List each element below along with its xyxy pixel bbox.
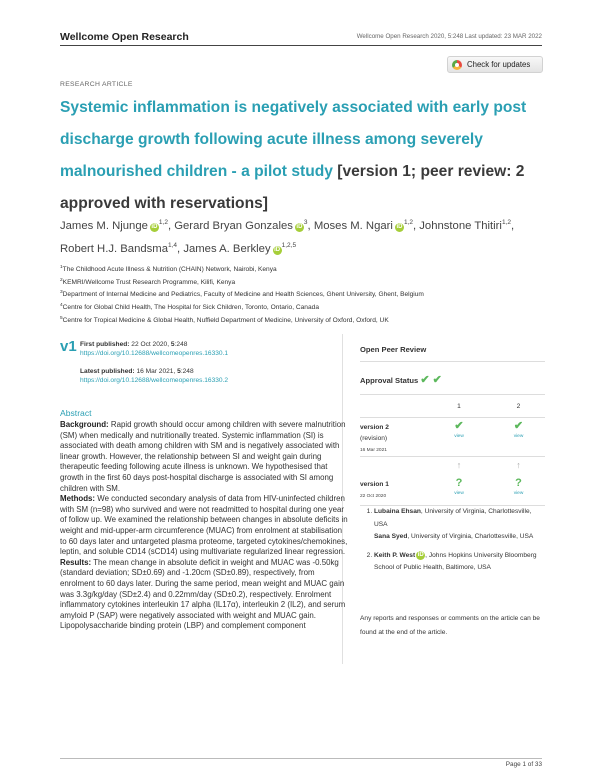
author-separator: , — [307, 219, 314, 232]
orcid-icon[interactable]: iD — [396, 223, 403, 230]
author-name: Moses M. Ngari — [313, 219, 393, 232]
methods-label: Methods: — [60, 494, 96, 504]
review-grid-header — [360, 395, 545, 418]
page-number: Page 1 of 33 — [505, 761, 542, 768]
background-label: Background: — [60, 420, 109, 429]
affiliation-item — [60, 301, 545, 314]
abstract-background — [60, 420, 350, 494]
orcid-icon[interactable]: iD — [417, 551, 424, 558]
v2-reviewer-2-report[interactable] — [492, 418, 545, 441]
question-icon: ? — [455, 477, 463, 489]
latest-doi-link[interactable]: https://doi.org/10.12688/wellcomeopenres.16330.2 — [80, 376, 229, 384]
author-name: Robert H.J. Bandsma — [60, 243, 168, 256]
affiliation-item — [60, 288, 545, 301]
article-type: RESEARCH ARTICLE — [60, 81, 133, 88]
affiliation-item — [60, 276, 545, 289]
author-affiliation-sup: 3 — [303, 219, 308, 226]
reviewer-inst: , University of Virginia, Charlottesville, USA — [407, 533, 534, 541]
reviewer-name: Sana Syed — [374, 533, 408, 541]
author-list — [60, 213, 545, 260]
reviewer-2-entry — [374, 550, 545, 575]
author-affiliation-sup: 1,2,5 — [281, 242, 297, 250]
check-updates-label: Check for updates — [467, 60, 531, 69]
orcid-icon[interactable]: iD — [151, 223, 158, 230]
affiliation-text: Department of Internal Medicine and Pediatrics, Faculty of Medicine and Health Sciences, Ghent University, Ghent, Belgium — [62, 291, 424, 299]
orcid-icon[interactable]: iD — [296, 223, 303, 230]
affiliation-item — [60, 263, 545, 276]
reviewer-list — [360, 506, 545, 581]
affiliation-text: The Childhood Acute Illness & Nutrition (CHAIN) Network, Nairobi, Kenya — [62, 266, 277, 274]
affiliation-number: 4 — [60, 303, 63, 309]
up-arrow-icon: ↑ — [456, 460, 462, 470]
author-affiliation-sup: 1,2 — [501, 219, 511, 226]
version-2-label: version 2 — [360, 424, 389, 431]
author-name: James M. Njunge — [60, 219, 148, 232]
version-note: [version 1; peer review: 2 approved with reservations] — [60, 163, 525, 212]
first-published-date: 22 Oct 2020, — [131, 341, 170, 348]
author-affiliation-sup: 1,2 — [158, 219, 168, 226]
crossmark-icon — [452, 60, 462, 70]
abstract-results — [60, 558, 350, 632]
article-title — [60, 92, 550, 220]
review-grid — [360, 394, 545, 506]
author-separator: , — [412, 219, 420, 232]
reviewer-inst: , Johns Hopkins University Bloomberg School of Public Health, Baltimore, USA — [374, 551, 537, 572]
view-link[interactable]: view — [454, 434, 464, 439]
version-2-date: 16 Mar 2021 — [360, 448, 387, 453]
orcid-icon[interactable]: iD — [274, 247, 281, 254]
version-1-label: version 1 — [360, 481, 389, 488]
reports-note: Any reports and responses or comments on the article can be found at the end of the article. — [360, 615, 540, 636]
reviewer-inst: , University of Virginia, Charlottesville, USA — [374, 508, 532, 528]
author-separator: , — [167, 219, 175, 232]
publication-history — [80, 340, 228, 385]
results-text: The mean change in absolute deficit in weight and MUAC was -0.50kg (standard deviation; SD±0.69) and -1.20cm (SD±0.89), respectively, from enrolment to 60 days later. During the same period, mean weight and MUAC gain was 3.3g/kg/day (SD±2.4) and 0.22mm/day (SD±0.2), respectively. Enrolment inflammatory cytokines interleukin 17 alpha (IL17α), interleukin 2 (IL2), and serum amyloid P (SAP) were negatively associated with weight and MUAC gain. Lipopolysaccharide binding protein (LBP) and complement component — [60, 557, 346, 631]
affiliation-number: 3 — [60, 290, 63, 296]
affiliation-list — [60, 263, 545, 326]
v2-reviewer-1-report[interactable] — [426, 418, 492, 441]
author-name: James A. Berkley — [183, 243, 271, 256]
v1-reviewer-2-report[interactable] — [492, 475, 545, 498]
open-peer-review-title: Open Peer Review — [360, 345, 545, 362]
version-2-row — [360, 418, 545, 457]
author-name: Gerard Bryan Gonzales — [174, 219, 293, 232]
title-text: Systemic inflammation is negatively associated with early post discharge growth following acute illness among severely malnourished children - a pilot study — [60, 99, 527, 180]
results-label: Results: — [60, 557, 92, 567]
journal-name: Wellcome Open Research — [60, 31, 189, 43]
latest-volume: 5 — [177, 367, 181, 375]
version-1-row — [360, 475, 545, 506]
affiliation-number: 5 — [60, 315, 63, 321]
abstract-heading: Abstract — [60, 408, 92, 418]
version-1-date: 22 Oct 2020 — [360, 494, 387, 499]
reviewer-name: Lubaina Ehsan — [374, 508, 421, 515]
reviewer-col-1: 1 — [457, 402, 461, 410]
up-arrow-icon: ↑ — [516, 460, 521, 470]
first-page: :248 — [174, 341, 188, 348]
affiliation-text: KEMRI/Wellcome Trust Research Programme, Kilifi, Kenya — [62, 278, 236, 286]
author-affiliation-sup: 1,4 — [168, 242, 178, 250]
header-rule — [60, 45, 542, 46]
first-volume: 5 — [170, 341, 175, 348]
affiliation-text: Centre for Tropical Medicine & Global Health, Nuffield Department of Medicine, University of Oxford, Oxford, UK — [62, 316, 389, 324]
author-affiliation-sup: 1,2 — [403, 219, 413, 226]
citation-line: Wellcome Open Research 2020, 5:248 Last updated: 23 MAR 2022 — [356, 33, 542, 40]
first-published-label: First published: — [80, 341, 130, 348]
latest-page: :248 — [180, 367, 194, 375]
v1-reviewer-1-report[interactable] — [426, 475, 492, 498]
question-icon: ? — [515, 477, 522, 489]
reviewer-col-2: 2 — [516, 402, 521, 410]
view-link[interactable]: view — [513, 434, 524, 439]
author-separator: , — [177, 243, 184, 256]
author-name: Johnstone Thitiri — [419, 219, 502, 232]
check-icon: ✔ — [513, 420, 524, 432]
footer-rule — [60, 758, 542, 759]
affiliation-item — [60, 314, 545, 327]
background-text: Rapid growth should occur among children with severe malnutrition (SM) when medically and nutritionally treated. Systemic inflammation (SI) is associated with death among children with SM and is negatively associated with linear growth. However, the relationship between SI and weight gain during therapeutic feeding following acute illness is unknown. We hypothesised that growth in the first 60 days post-hospital discharge is associated with SI among children with SM. — [60, 420, 346, 493]
abstract-body — [60, 420, 350, 632]
version-2-sub: (revision) — [360, 435, 388, 442]
version-badge: v1 — [60, 338, 77, 355]
reviewer-name: Keith P. West — [374, 551, 416, 559]
open-peer-review-panel — [360, 345, 545, 506]
methods-text: We conducted secondary analysis of data from HIV-uninfected children with SM (n=98) who survived and were not readmitted to hospital during one year of follow up. We examined the relationship between changes in absolute deficits in weight and mid-upper-arm circumference (MUAC) from enrolment at stabilisation to 60 days later and untargeted plasma proteome, targeted cytokines/chemokines, leptin, and soluble CD14 (sCD14) using multivariate regularized linear regression. — [60, 494, 348, 557]
approval-status-label: Approval Status — [360, 376, 419, 385]
view-link[interactable]: view — [454, 491, 464, 496]
author-separator: , — [511, 219, 515, 232]
approval-status — [360, 373, 545, 386]
check-icon: ✔ — [454, 420, 464, 432]
approval-check-icons: ✔ ✔ — [420, 374, 442, 386]
affiliation-number: 2 — [60, 277, 63, 283]
abstract-methods — [60, 494, 350, 558]
arrow-row — [360, 457, 545, 475]
affiliation-number: 1 — [60, 265, 63, 270]
latest-published-label: Latest published: — [80, 367, 135, 375]
view-link[interactable]: view — [513, 491, 524, 496]
latest-published-date: 16 Mar 2021, — [136, 367, 176, 375]
affiliation-text: Centre for Global Child Health, The Hospital for Sick Children, Toronto, Ontario, Canada — [62, 304, 319, 312]
check-updates-button[interactable] — [447, 56, 543, 73]
first-doi-link[interactable]: https://doi.org/10.12688/wellcomeopenres.16330.1 — [80, 350, 229, 358]
reviewer-1-entry — [374, 506, 545, 544]
